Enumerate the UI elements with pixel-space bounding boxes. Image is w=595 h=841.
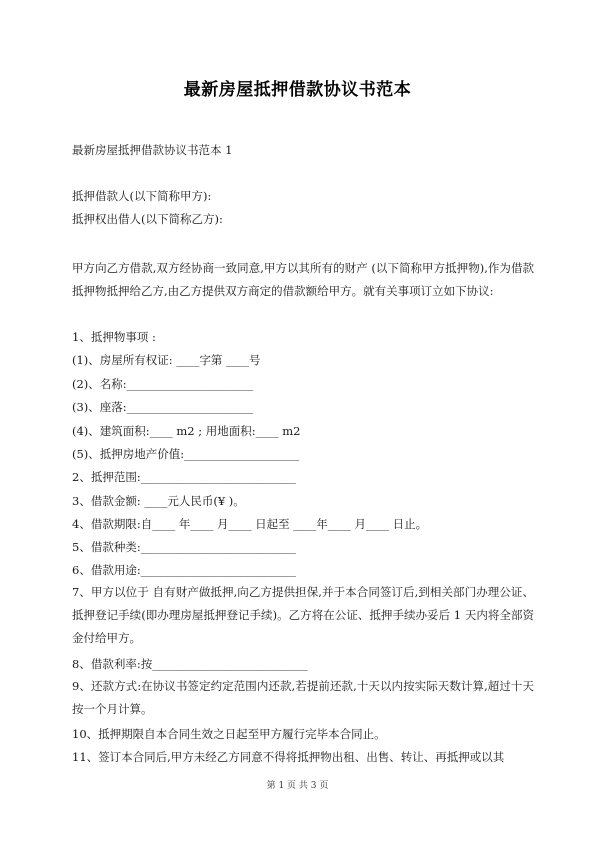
item-1: 1、抵押物事项 : [72, 330, 156, 344]
clause-7: 7、甲方以位于 自有财产做抵押,向乙方提供担保,并于本合同签订后,到相关部门办理公证、抵押登记手续(即办理房屋抵押登记手续)。乙方将在公证、抵押手续办妥后 1 天内将全部资金付给甲方。 [72, 585, 534, 645]
clause-10: 10、抵押期限自本合同生效之日起至甲方履行完毕本合同止。 [72, 727, 386, 741]
clause-8: 8、借款利率:按___________________________ [72, 657, 308, 671]
item-1-1: (1)、房屋所有权证: ____字第 ____号 [72, 353, 261, 367]
item-3: 3、借款金额: ____元人民币(¥ )。 [72, 494, 245, 508]
item-1-5: (5)、抵押房地产价值:____________________ [72, 447, 300, 461]
item-1-2: (2)、名称:______________________ [72, 377, 254, 391]
item-1-4: (4)、建筑面积:____ m2 ; 用地面积:____ m2 [72, 424, 301, 438]
item-5: 5、借款种类:___________________________ [72, 540, 296, 554]
page-footer: 第 1 页 共 3 页 [266, 781, 329, 791]
item-6: 6、借款用途:___________________________ [72, 563, 296, 577]
clause-11: 11、签订本合同后,甲方未经乙方同意不得将抵押物出租、出售、转让、再抵押或以其 [72, 750, 505, 764]
intro-paragraph: 甲方向乙方借款,双方经协商一致同意,甲方以其所有的财产 (以下简称甲方抵押物),作为借款抵押物抵押给乙方,由乙方提供双方商定的借款额给甲方。就有关事项订立如下协议: [72, 261, 534, 298]
page-title: 最新房屋抵押借款协议书范本 [183, 80, 412, 100]
lender-line: 抵押权出借人(以下简称乙方): [72, 212, 223, 226]
item-2: 2、抵押范围:___________________________ [72, 470, 296, 484]
item-4: 4、借款期限:自____ 年____ 月____ 日起至 ____年____ 月____ 日止。 [72, 517, 428, 531]
document-subtitle: 最新房屋抵押借款协议书范本 1 [72, 143, 233, 157]
item-1-3: (3)、座落:______________________ [72, 400, 254, 414]
clause-9: 9、还款方式:在协议书签定约定范围内还款,若提前还款,十天以内按实际天数计算,超过十天按一个月计算。 [72, 679, 534, 716]
borrower-line: 抵押借款人(以下简称甲方): [72, 189, 212, 203]
